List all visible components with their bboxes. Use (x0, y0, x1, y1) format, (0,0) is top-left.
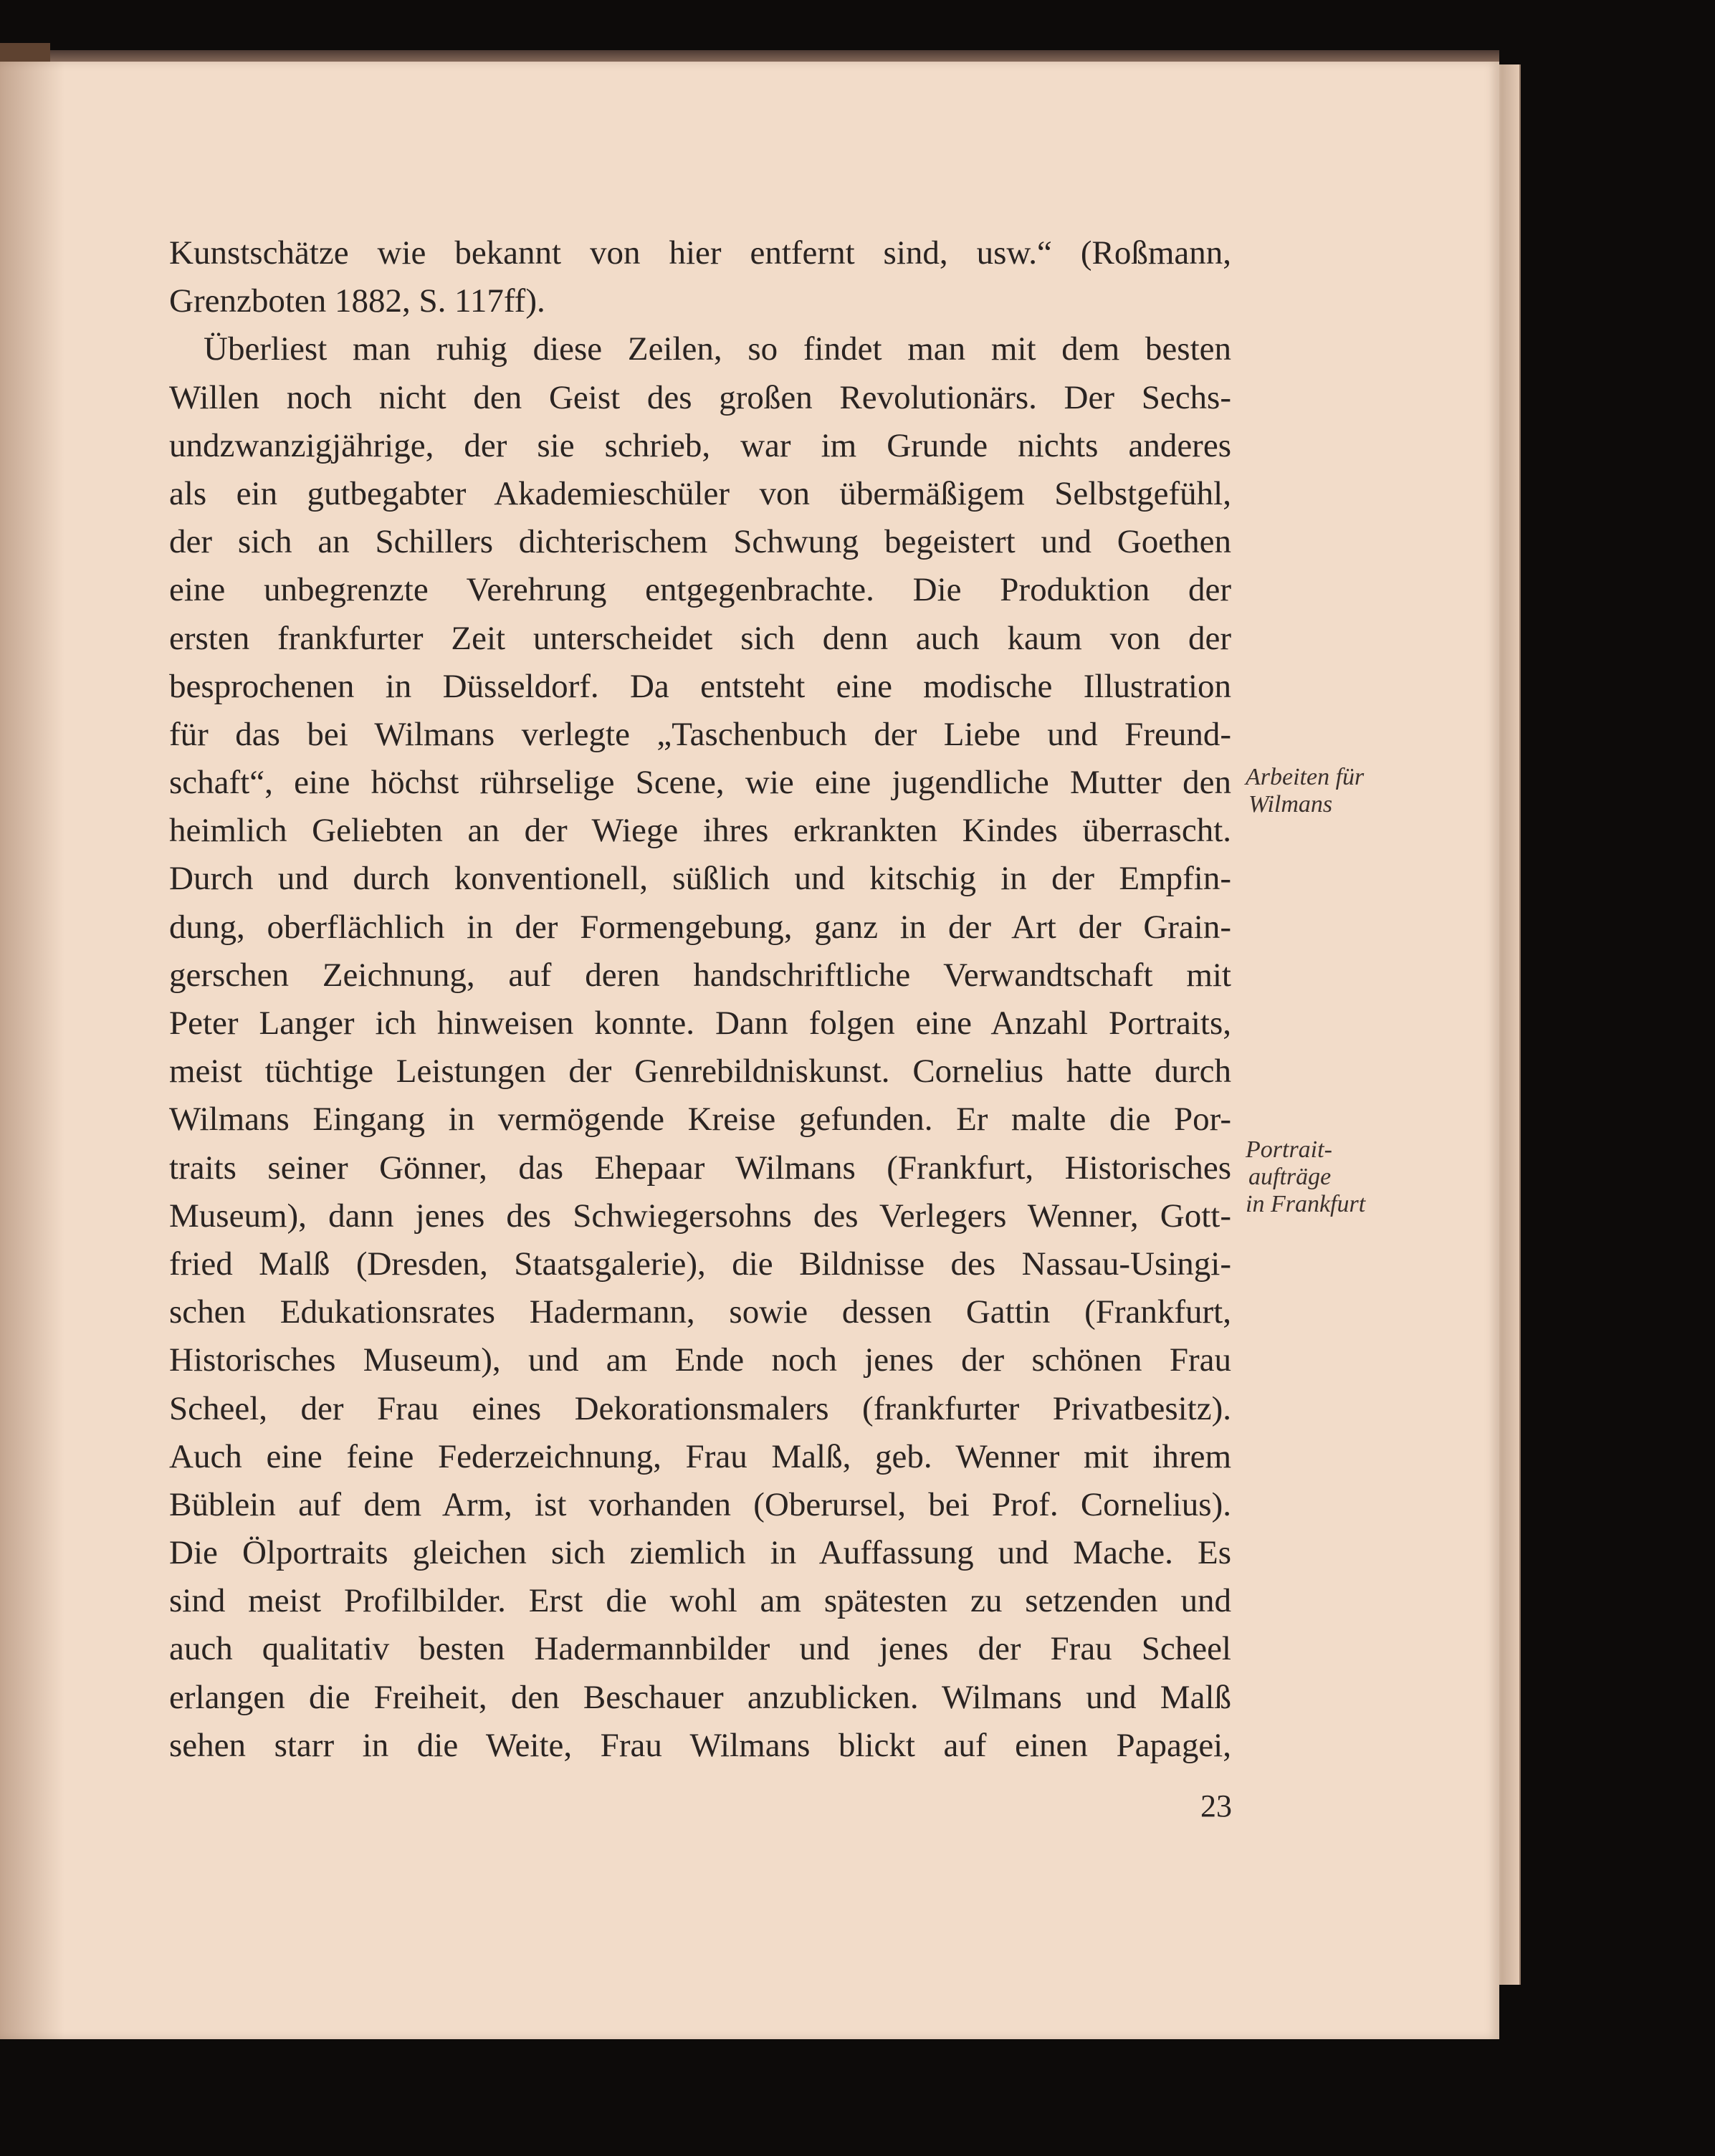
margin-note-line: Wilmans (1248, 791, 1333, 818)
text-line: heimlich Geliebten an der Wiege ihres erkrankten Kindes überrascht. (169, 812, 1231, 850)
text-line: der sich an Schillers dichterischem Schwung begeistert und Goethen (169, 523, 1231, 561)
text-line: ersten frankfurter Zeit unterscheidet sich denn auch kaum von der (169, 619, 1231, 657)
text-line: traits seiner Gönner, das Ehepaar Wilmans (Frankfurt, Historisches (169, 1149, 1231, 1187)
text-line: Durch und durch konventionell, süßlich und kitschig in der Empfin- (169, 860, 1231, 898)
text-line: Büblein auf dem Arm, ist vorhanden (Oberursel, bei Prof. Cornelius). (169, 1485, 1231, 1523)
text-line: für das bei Wilmans verlegte „Taschenbuch der Liebe und Freund- (169, 715, 1231, 753)
text-line: Wilmans Eingang in vermögende Kreise gefunden. Er malte die Por- (169, 1101, 1231, 1139)
margin-note-arbeiten (1246, 764, 1432, 818)
text-line: Die Ölportraits gleichen sich ziemlich in Auffassung und Mache. Es (169, 1534, 1231, 1572)
text-line: sind meist Profilbilder. Erst die wohl am spätesten zu setzenden und (169, 1582, 1231, 1620)
text-line: erlangen die Freiheit, den Beschauer anzublicken. Wilmans und Malß (169, 1678, 1231, 1716)
text-line: dung, oberflächlich in der Formengebung, ganz in der Art der Grain- (169, 908, 1231, 946)
text-line: Scheel, der Frau eines Dekorationsmalers (frankfurter Privatbesitz). (169, 1389, 1231, 1427)
text-line: eine unbegrenzte Verehrung entgegenbrachte. Die Produktion der (169, 571, 1231, 609)
text-line: undzwanzigjährige, der sie schrieb, war im Grunde nichts anderes (169, 426, 1231, 464)
margin-note-line: Portrait- (1246, 1136, 1332, 1163)
text-line: auch qualitativ besten Hadermannbilder und jenes der Frau Scheel (169, 1630, 1231, 1668)
margin-note-line: in Frankfurt (1246, 1191, 1366, 1217)
margin-note-line: aufträge (1248, 1164, 1332, 1190)
text-line: schaft“, eine höchst rührselige Scene, wie eine jugendliche Mutter den (169, 764, 1231, 802)
margin-note-portraitauftraege (1246, 1136, 1432, 1218)
text-line: Peter Langer ich hinweisen konnte. Dann folgen eine Anzahl Portraits, (169, 1005, 1231, 1042)
text-line: Historisches Museum), und am Ende noch jenes der schönen Frau (169, 1341, 1231, 1379)
gutter-shadow (0, 62, 65, 2039)
text-line: meist tüchtige Leistungen der Genrebildniskunst. Cornelius hatte durch (169, 1053, 1231, 1091)
text-line: Überliest man ruhig diese Zeilen, so findet man mit dem besten (204, 330, 1231, 368)
text-line: besprochenen in Düsseldorf. Da entsteht eine modische Illustration (169, 667, 1231, 705)
text-line: sehen starr in die Weite, Frau Wilmans blickt auf einen Papagei, (169, 1726, 1231, 1764)
text-line: Willen noch nicht den Geist des großen Revolutionärs. Der Sechs- (169, 378, 1231, 416)
text-line: gerschen Zeichnung, auf deren handschriftliche Verwandtschaft mit (169, 956, 1231, 994)
text-line: als ein gutbegabter Akademieschüler von übermäßigem Selbstgefühl, (169, 474, 1231, 512)
text-line: Auch eine feine Federzeichnung, Frau Malß, geb. Wenner mit ihrem (169, 1437, 1231, 1475)
page-number: 23 (1200, 1788, 1232, 1824)
text-line: Grenzboten 1882, S. 117ff). (169, 282, 545, 320)
text-line: Museum), dann jenes des Schwiegersohns des Verlegers Wenner, Gott- (169, 1197, 1231, 1235)
text-line: schen Edukationsrates Hadermann, sowie dessen Gattin (Frankfurt, (169, 1293, 1231, 1331)
body-text (169, 229, 1231, 1770)
text-line: fried Malß (Dresden, Staatsgalerie), die Bildnisse des Nassau-Usingi- (169, 1245, 1231, 1283)
margin-note-line: Arbeiten für (1246, 764, 1365, 790)
text-line: Kunstschätze wie bekannt von hier entfernt sind, usw.“ (Roßmann, (169, 234, 1231, 272)
